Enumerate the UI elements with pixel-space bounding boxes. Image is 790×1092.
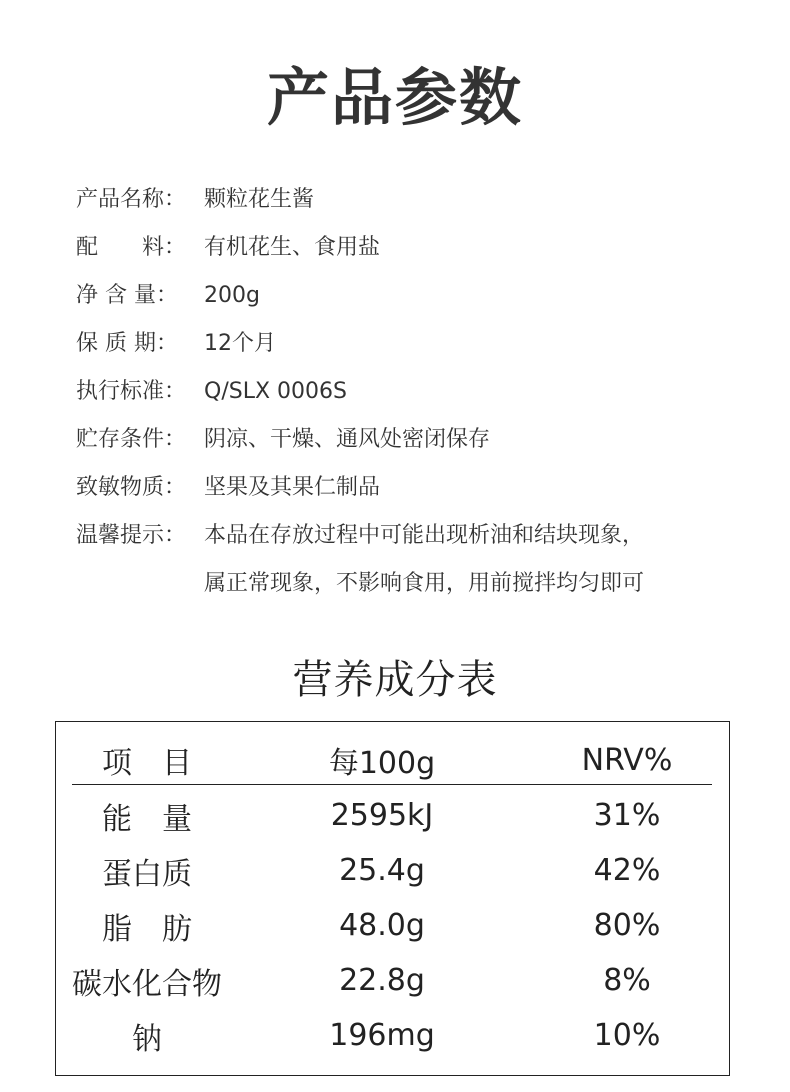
param-row-name bbox=[76, 176, 756, 224]
table-row-energy bbox=[72, 788, 712, 843]
table-header bbox=[72, 736, 712, 785]
param-value-line: 200g bbox=[204, 283, 260, 308]
cell-per: 22.8g bbox=[339, 963, 425, 998]
page-title: 产品参数 bbox=[266, 61, 523, 134]
table-row-carbohydrate bbox=[72, 953, 712, 1008]
param-value-line: 颗粒花生酱 bbox=[204, 187, 315, 212]
param-value-line: 阴凉、干燥、通风处密闭保存 bbox=[204, 427, 491, 452]
cell-per: 48.0g bbox=[339, 908, 425, 943]
param-row-standard bbox=[76, 368, 756, 416]
header-item: 项 目 bbox=[102, 746, 192, 781]
param-value-line: 本品在存放过程中可能出现析油和结块现象， bbox=[204, 523, 645, 548]
param-value-line: 坚果及其果仁制品 bbox=[204, 475, 381, 500]
param-label: 配 料： bbox=[76, 235, 187, 260]
cell-item: 碳水化合物 bbox=[72, 966, 222, 1002]
param-label: 产品名称： bbox=[76, 187, 187, 212]
cell-per: 2595kJ bbox=[330, 798, 434, 833]
header-per-100g: 每100g bbox=[328, 746, 436, 781]
param-row-ingredients bbox=[76, 224, 756, 272]
table-row-protein bbox=[72, 843, 712, 898]
header-nrv: NRV% bbox=[581, 742, 673, 778]
param-value bbox=[204, 176, 756, 224]
nutrition-table bbox=[55, 721, 730, 1076]
cell-nrv: 42% bbox=[593, 853, 661, 888]
param-label: 执行标准： bbox=[76, 379, 187, 404]
cell-item: 钠 bbox=[132, 1021, 162, 1057]
cell-item: 脂 肪 bbox=[102, 911, 192, 947]
cell-nrv: 8% bbox=[603, 963, 651, 998]
table-row-fat bbox=[72, 898, 712, 953]
cell-item: 蛋白质 bbox=[102, 856, 192, 892]
param-row-net-content bbox=[76, 272, 756, 320]
table-row-sodium bbox=[72, 1008, 712, 1063]
param-value-line: 属正常现象，不影响食用，用前搅拌均匀即可 bbox=[204, 571, 645, 596]
param-label: 净 含 量： bbox=[76, 283, 178, 308]
param-label: 贮存条件： bbox=[76, 427, 187, 452]
param-value bbox=[204, 224, 756, 272]
param-row-allergen bbox=[76, 464, 756, 512]
param-value bbox=[204, 272, 756, 320]
param-value-line: 有机花生、食用盐 bbox=[204, 235, 381, 260]
param-value-line: Q/SLX 0006S bbox=[204, 379, 347, 404]
cell-nrv: 80% bbox=[593, 908, 661, 943]
param-value bbox=[204, 368, 756, 416]
param-label: 保 质 期： bbox=[76, 331, 178, 356]
param-value bbox=[204, 320, 756, 368]
cell-nrv: 10% bbox=[593, 1018, 661, 1053]
param-row-shelf-life bbox=[76, 320, 756, 368]
param-value bbox=[204, 512, 756, 608]
param-value bbox=[204, 464, 756, 512]
cell-per: 196mg bbox=[329, 1018, 435, 1053]
param-row-tips bbox=[76, 512, 756, 608]
param-label: 温馨提示： bbox=[76, 523, 187, 548]
param-row-storage bbox=[76, 416, 756, 464]
param-value bbox=[204, 416, 756, 464]
cell-item: 能 量 bbox=[102, 801, 192, 837]
cell-nrv: 31% bbox=[593, 798, 661, 833]
param-value-line: 12个月 bbox=[204, 331, 276, 356]
cell-per: 25.4g bbox=[339, 853, 425, 888]
product-params bbox=[76, 176, 756, 608]
nutrition-title: 营养成分表 bbox=[292, 657, 498, 703]
param-label: 致敏物质： bbox=[76, 475, 187, 500]
